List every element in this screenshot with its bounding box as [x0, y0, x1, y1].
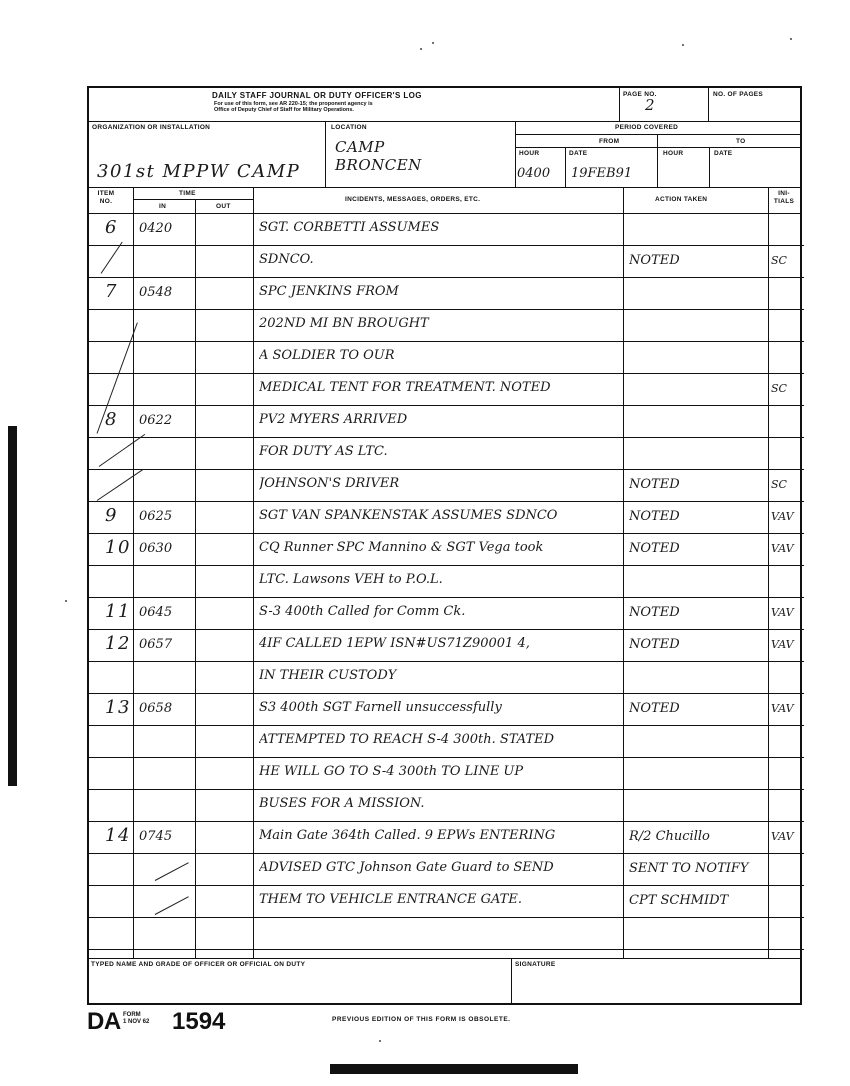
- initials-cell: SC: [771, 478, 787, 491]
- form-subtitle-2: Office of Deputy Chief of Staff for Military Operations.: [214, 107, 354, 113]
- incident-text-cell: THEM TO VEHICLE ENTRANCE GATE.: [259, 892, 522, 907]
- initials-label: INI-TIALS: [773, 190, 795, 205]
- time-in-cell: 0548: [139, 285, 173, 300]
- form-number: 1594: [172, 1008, 226, 1035]
- item-no-cell: 9: [105, 505, 118, 526]
- incident-text-cell: LTC. Lawsons VEH to P.O.L.: [259, 572, 443, 587]
- item-no-cell: 14: [105, 825, 131, 846]
- page-no-label: PAGE NO.: [623, 91, 657, 98]
- staff-journal-form: [87, 86, 802, 1005]
- action-taken-cell: NOTED: [629, 253, 680, 268]
- item-no-cell: 6: [105, 217, 118, 238]
- organization-value: 301st MPPW CAMP: [97, 161, 301, 182]
- da-label: DA: [87, 1008, 121, 1035]
- period-covered-label: PERIOD COVERED: [615, 124, 679, 131]
- action-taken-cell: NOTED: [629, 477, 680, 492]
- time-in-cell: 0658: [139, 701, 173, 716]
- action-taken-cell: NOTED: [629, 701, 680, 716]
- from-date-label: DATE: [569, 150, 588, 157]
- to-label: TO: [736, 138, 746, 145]
- initials-cell: VAV: [771, 830, 794, 843]
- time-in-cell: 0420: [139, 221, 173, 236]
- to-date-label: DATE: [714, 150, 733, 157]
- incident-text-cell: SGT. CORBETTI ASSUMES: [259, 220, 440, 235]
- time-label: TIME: [179, 190, 196, 197]
- incident-text-cell: BUSES FOR A MISSION.: [259, 796, 425, 811]
- incident-text-cell: ADVISED GTC Johnson Gate Guard to SEND: [259, 860, 554, 875]
- from-hour-label: HOUR: [519, 150, 540, 157]
- action-taken-cell: SENT TO NOTIFY: [629, 861, 749, 876]
- time-out-label: OUT: [216, 203, 231, 210]
- action-taken-cell: NOTED: [629, 637, 680, 652]
- initials-cell: VAV: [771, 638, 794, 651]
- action-taken-cell: NOTED: [629, 509, 680, 524]
- incident-text-cell: CQ Runner SPC Mannino & SGT Vega took: [259, 540, 544, 555]
- action-taken-cell: NOTED: [629, 605, 680, 620]
- location-label: LOCATION: [331, 124, 367, 131]
- form-footer: [87, 1006, 802, 1036]
- time-in-cell: 0745: [139, 829, 173, 844]
- incident-text-cell: Main Gate 364th Called. 9 EPWs ENTERING: [259, 828, 556, 843]
- incident-text-cell: A SOLDIER TO OUR: [259, 348, 395, 363]
- initials-cell: VAV: [771, 606, 794, 619]
- scan-edge-bar: [8, 426, 17, 786]
- from-date-value: 19FEB91: [571, 166, 633, 181]
- typed-name-label: TYPED NAME AND GRADE OF OFFICER OR OFFICIAL ON DUTY: [91, 961, 306, 968]
- initials-cell: VAV: [771, 542, 794, 555]
- location-line-2: BRONCEN: [335, 156, 422, 174]
- item-no-cell: 11: [105, 601, 131, 622]
- item-no-cell: 13: [105, 697, 131, 718]
- form-title: DAILY STAFF JOURNAL OR DUTY OFFICER'S LOG: [212, 91, 422, 100]
- from-hour-value: 0400: [517, 166, 551, 181]
- action-taken-cell: R/2 Chucillo: [629, 829, 710, 844]
- action-taken-label: ACTION TAKEN: [655, 196, 708, 203]
- action-taken-cell: NOTED: [629, 541, 680, 556]
- time-in-cell: 0625: [139, 509, 173, 524]
- initials-cell: SC: [771, 254, 787, 267]
- from-label: FROM: [599, 138, 620, 145]
- form-edition: [123, 1012, 149, 1026]
- time-in-cell: 0645: [139, 605, 173, 620]
- time-in-cell: 0622: [139, 413, 173, 428]
- incidents-label: INCIDENTS, MESSAGES, ORDERS, ETC.: [345, 196, 481, 203]
- item-no-cell: 10: [105, 537, 131, 558]
- time-in-cell: 0657: [139, 637, 173, 652]
- incident-text-cell: FOR DUTY AS LTC.: [259, 444, 388, 459]
- incident-text-cell: 202ND MI BN BROUGHT: [259, 316, 429, 331]
- time-in-label: IN: [159, 203, 167, 210]
- action-taken-cell: CPT SCHMIDT: [629, 893, 729, 908]
- form-subtitle-1: For use of this form, see AR 220-15; the proponent agency is: [214, 101, 373, 107]
- incident-text-cell: HE WILL GO TO S-4 300th TO LINE UP: [259, 764, 524, 779]
- item-no-cell: 12: [105, 633, 131, 654]
- initials-cell: SC: [771, 382, 787, 395]
- initials-cell: VAV: [771, 510, 794, 523]
- previous-edition-note: PREVIOUS EDITION OF THIS FORM IS OBSOLETE.: [332, 1016, 511, 1023]
- incident-text-cell: MEDICAL TENT FOR TREATMENT. NOTED: [259, 380, 551, 395]
- incident-text-cell: IN THEIR CUSTODY: [259, 668, 397, 683]
- no-of-pages-label: NO. OF PAGES: [713, 91, 764, 98]
- form-date: 1 NOV 62: [123, 1019, 150, 1025]
- incident-text-cell: JOHNSON'S DRIVER: [259, 476, 400, 491]
- incident-text-cell: S-3 400th Called for Comm Ck.: [259, 604, 466, 619]
- item-no-cell: 8: [105, 409, 118, 430]
- initials-cell: VAV: [771, 702, 794, 715]
- organization-label: ORGANIZATION OR INSTALLATION: [92, 124, 211, 131]
- item-no-cell: 7: [105, 281, 118, 302]
- item-no-label: ITEM NO.: [97, 190, 115, 205]
- to-hour-label: HOUR: [663, 150, 684, 157]
- incident-text-cell: SGT VAN SPANKENSTAK ASSUMES SDNCO: [259, 508, 558, 523]
- time-in-cell: 0630: [139, 541, 173, 556]
- location-line-1: CAMP: [335, 138, 385, 156]
- incident-text-cell: 4IF CALLED 1EPW ISN#US71Z90001 4,: [259, 636, 530, 651]
- incident-text-cell: SPC JENKINS FROM: [259, 284, 399, 299]
- scan-bottom-bar: [330, 1064, 578, 1074]
- incident-text-cell: ATTEMPTED TO REACH S-4 300th. STATED: [259, 732, 555, 747]
- incident-text-cell: SDNCO.: [259, 252, 314, 267]
- form-label: FORM: [123, 1012, 141, 1018]
- incident-text-cell: S3 400th SGT Farnell unsuccessfully: [259, 700, 502, 715]
- incident-text-cell: PV2 MYERS ARRIVED: [259, 412, 408, 427]
- signature-label: SIGNATURE: [515, 961, 556, 968]
- page-no-value: 2: [645, 96, 656, 114]
